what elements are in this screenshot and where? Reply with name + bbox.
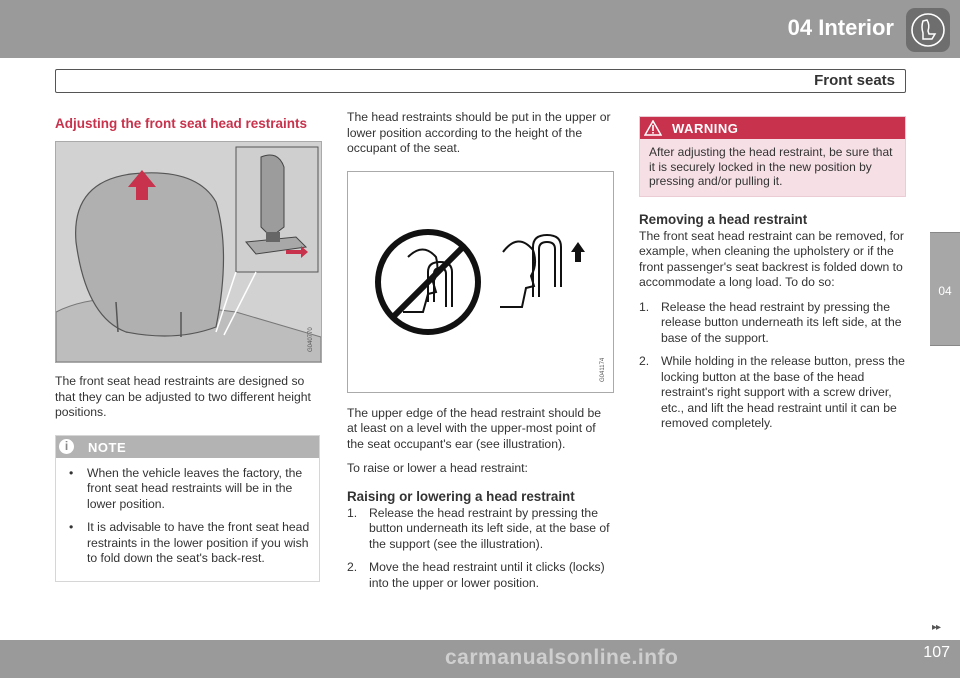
steps-list [347, 506, 614, 592]
intro-text: The front seat head restraints are designed so that they can be adjusted to two different height positions. [55, 374, 311, 419]
step-text: Move the head restraint until it clicks (locks) into the upper or lower position. [369, 560, 605, 590]
note-body [56, 458, 319, 581]
warning-box [639, 116, 906, 197]
step-item [347, 506, 614, 553]
chapter-tab-label: 04 [938, 284, 952, 298]
paragraph: The front seat head restraint can be removed, for example, when cleaning the upholstery or if the front passenger's seat backrest is folded down to accommodate a long load. To do so: [639, 228, 904, 289]
head-restraint-figure [55, 141, 322, 363]
continue-arrows-icon: ▸▸ [931, 622, 940, 633]
subheading: Raising or lowering a head restraint [347, 488, 575, 504]
step-number: 1. [639, 299, 650, 314]
step-text: While holding in the release button, press the locking button at the base of the head restraint's right support with a screw driver, etc., and lift the head restraint until it can be removed completely. [661, 354, 905, 430]
note-item: • It is advisable to have the front seat head restraints in the lower position if you wish to fold down the seat's back-rest. [69, 520, 310, 565]
warning-triangle-icon [644, 120, 662, 141]
paragraph: The upper edge of the head restraint should be at least on a level with the upper-most point of the seat occupant's ear (see illustration). [347, 405, 602, 451]
paragraph: To raise or lower a head restraint: [347, 461, 528, 475]
page-header [0, 0, 960, 58]
step-item [639, 300, 906, 347]
watermark: carmanualsonline.info [445, 646, 679, 669]
head-restraint-illustration [56, 142, 321, 362]
seat-icon [906, 8, 950, 52]
warning-title: WARNING [672, 121, 739, 136]
warning-text: After adjusting the head restraint, be sure that it is securely locked in the new position by pressing and/or pulling it. [649, 145, 893, 188]
step-number: 2. [639, 354, 650, 368]
info-icon: i [59, 439, 74, 454]
chapter-tab [930, 232, 960, 346]
section-bar [55, 69, 906, 93]
step-number: 2. [347, 560, 358, 574]
head-position-figure [347, 171, 614, 393]
section-heading: Adjusting the front seat head restraints [55, 116, 308, 131]
figure-code: G040770 [308, 327, 314, 352]
note-item: • When the vehicle leaves the factory, the front seat head restraints will be in the lower position. [69, 465, 303, 511]
step-text: Release the head restraint by pressing the button underneath its left side, at the base of the support (see the illustration). [369, 505, 610, 551]
note-title: NOTE [88, 439, 127, 455]
step-number: 1. [347, 505, 358, 520]
note-item-text: It is advisable to have the front seat head restraints in the lower position if you wish to fold down the seat's back-rest. [87, 520, 310, 565]
section-title: Front seats [814, 72, 895, 89]
paragraph: The head restraints should be put in the upper or lower position according to the height of the occupant of the seat. [347, 110, 611, 155]
step-text: Release the head restraint by pressing the release button underneath its left side, at the base of the support. [661, 299, 902, 345]
chapter-title: 04 Interior [787, 15, 894, 40]
steps-list [639, 300, 906, 432]
column-3 [639, 110, 906, 440]
warning-header [640, 117, 905, 139]
column-1 [55, 110, 320, 582]
note-header [56, 436, 319, 458]
head-position-illustration [348, 172, 613, 392]
note-box [55, 435, 320, 582]
figure-code: G041174 [600, 357, 606, 382]
page-number: 107 [923, 644, 950, 661]
column-2 [347, 110, 614, 599]
subheading: Removing a head restraint [639, 211, 808, 227]
step-item [347, 560, 614, 591]
step-item [639, 354, 906, 432]
note-item-text: When the vehicle leaves the factory, the front seat head restraints will be in the lower position. [87, 465, 303, 511]
